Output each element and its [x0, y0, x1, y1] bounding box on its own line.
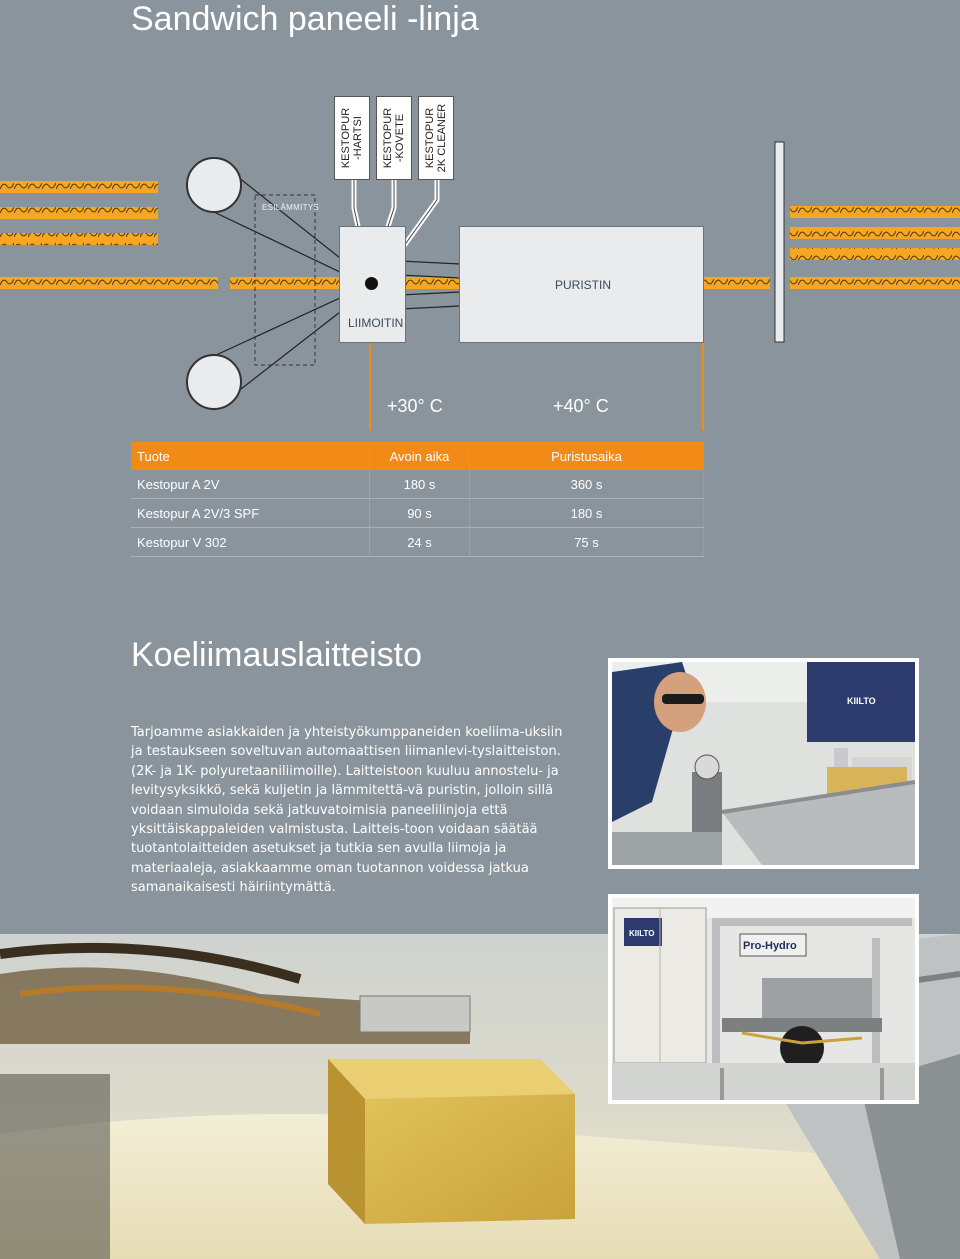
photo-equipment — [608, 894, 919, 1104]
roller-bottom — [187, 355, 241, 409]
cell-open-time: 24 s — [370, 528, 470, 557]
hartsi-label: KESTOPUR -HARTSI — [334, 96, 370, 180]
photo-operator — [608, 658, 919, 869]
photo-1-logo: KIILTO — [847, 696, 876, 706]
photo-2-sign: Pro-Hydro — [743, 940, 797, 952]
section-heading: Koeliimauslaitteisto — [131, 636, 423, 674]
cell-open-time: 180 s — [370, 470, 470, 499]
roller-top — [187, 158, 241, 212]
product-table — [131, 442, 704, 557]
cell-product: Kestopur A 2V — [131, 470, 370, 499]
photo-operator-illustration — [612, 662, 915, 865]
cell-product: Kestopur V 302 — [131, 528, 370, 557]
output-sheets — [790, 206, 960, 260]
photo-equipment-illustration — [612, 898, 915, 1100]
end-plate — [775, 142, 784, 342]
temp-glue: +30° C — [387, 396, 443, 416]
table-header-row — [131, 442, 704, 470]
header-press-time: Puristusaika — [470, 442, 704, 470]
cleaner-label: KESTOPUR 2K CLEANER — [418, 96, 454, 180]
cell-press-time: 360 s — [470, 470, 704, 499]
temp-press: +40° C — [553, 396, 609, 416]
cell-open-time: 90 s — [370, 499, 470, 528]
glue-applicator-label: LIIMOITIN — [348, 316, 404, 330]
header-product: Tuote — [131, 442, 370, 470]
page-title: Sandwich paneeli -linja — [131, 0, 479, 38]
preheat-label: ESILÄMMITYS — [262, 203, 320, 212]
input-sheets-top — [0, 181, 158, 245]
table-row — [131, 499, 704, 528]
cell-press-time: 180 s — [470, 499, 704, 528]
press-label: PURISTIN — [555, 278, 612, 292]
table-row — [131, 528, 704, 557]
photo-2-logo: KIILTO — [629, 929, 655, 938]
section-body: Tarjoamme asiakkaiden ja yhteistyökumppaneiden koeliima-uksiin ja testaukseen soveltuvan automaattisen liimanlevi-tyslaitteiston. (2K- ja 1K- polyuretaaniliimoille). Laitteistoon kuuluu annostelu- ja levitysyksikkö, sekä kuljetin ja lämmitettä-vä puristin, jolloin sillä voidaan simuloida sekä jatkuvatoimisia paneelilinjoja että yksittäiskappaleiden valmistusta. Laitteis-toon voidaan säätää tuotantolaitteiden asetukset ja tutkia sen avulla liimoja ja materiaaleja, asiakkaamme oman tuotannon voidessa jatkua samanaikaisesti häiriintymättä. — [131, 725, 563, 896]
nozzle-dot — [365, 277, 378, 290]
process-diagram — [0, 0, 960, 430]
table-row — [131, 470, 704, 499]
kovete-label: KESTOPUR -KOVETE — [376, 96, 412, 180]
cell-press-time: 75 s — [470, 528, 704, 557]
cell-product: Kestopur A 2V/3 SPF — [131, 499, 370, 528]
press-box — [459, 226, 704, 343]
header-open-time: Avoin aika — [370, 442, 470, 470]
